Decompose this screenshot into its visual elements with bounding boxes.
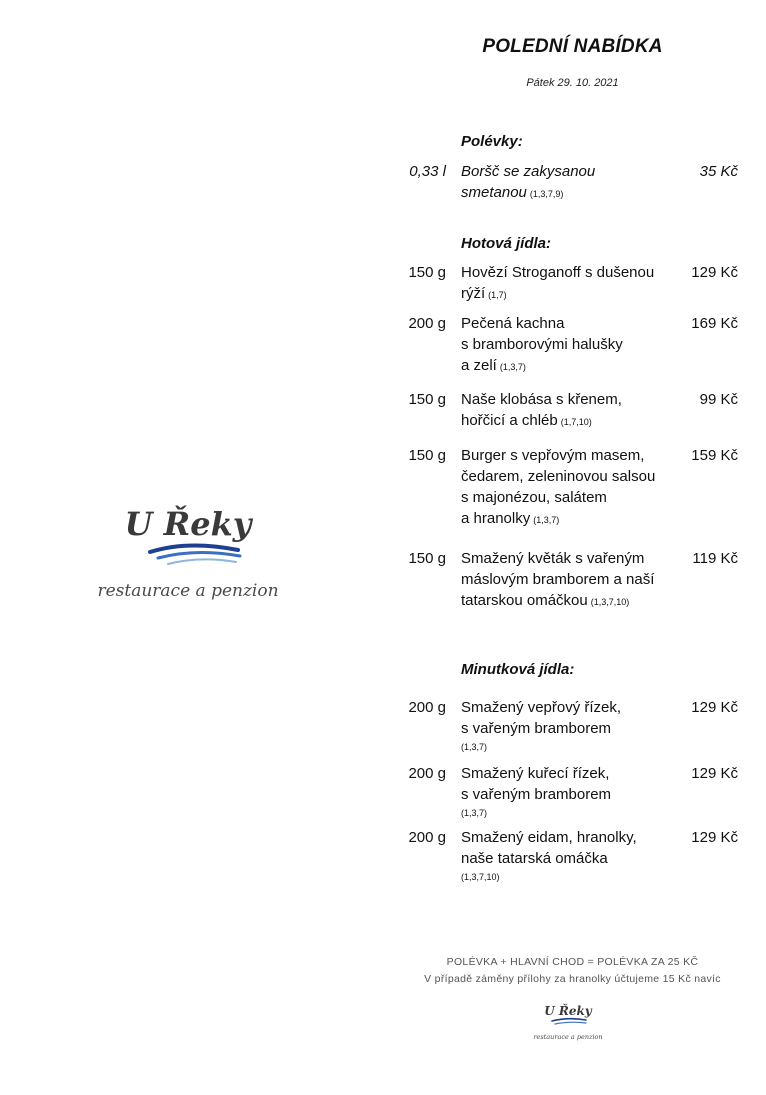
item-allergens: (1,3,7) [533,515,560,525]
item-price: 159 Kč [691,447,738,464]
item-quantity: 150 g [408,447,446,464]
item-quantity: 150 g [408,550,446,567]
logo-wave-3 [168,559,236,564]
item-price: 119 Kč [692,550,738,567]
item-quantity: 0,33 l [409,163,446,180]
item-quantity: 200 g [408,315,446,332]
item-price: 35 Kč [699,163,738,180]
footer-logo-graphic [528,1000,608,1045]
item-allergens: (1,3,7,10) [590,597,630,607]
item-name: Naše klobása s křenem, hořčicí a chléb (1,7,10) [461,391,622,429]
item-allergens: (1,3,7,10) [461,872,500,882]
item-price: 169 Kč [691,315,738,332]
item-name: Smažený kuřecí řízek, s vařeným bramborem (1,3,7) [461,763,686,821]
footer-logo-wave-1 [552,1019,586,1021]
page-title: POLEDNÍ NABÍDKA [482,36,663,57]
footer-logo-subtitle: restaurace a penzion [533,1033,603,1041]
item-quantity: 150 g [408,264,446,281]
section-heading-minute-meals: Minutková jídla: [461,661,575,678]
item-allergens: (1,3,7,9) [529,189,564,199]
footer-logo-wave-2 [555,1022,586,1024]
item-allergens: (1,3,7) [499,362,526,372]
item-name: Smažený květák s vařeným máslovým bramborem a naší tatarskou omáčkou (1,3,7,10) [461,550,655,609]
footer-combo-offer: POLÉVKA + HLAVNÍ CHOD = POLÉVKA ZA 25 KČ [446,956,699,968]
item-name: Smažený vepřový řízek, s vařeným bramborem (1,3,7) [461,697,686,755]
item-name: Hovězí Stroganoff s dušenou rýží (1,7) [461,264,655,302]
item-quantity: 200 g [408,765,446,782]
item-allergens: (1,3,7) [461,808,488,818]
item-quantity: 150 g [408,391,446,408]
footer-side-note: V případě záměny přílohy za hranolky účtujeme 15 Kč navíc [424,973,721,985]
item-price: 129 Kč [691,699,738,716]
menu-date: Pátek 29. 10. 2021 [526,77,619,89]
item-name: Boršč se zakysanou smetanou (1,3,7,9) [461,163,596,201]
item-quantity: 200 g [408,829,446,846]
item-allergens: (1,7,10) [560,417,592,427]
logo-subtitle: restaurace a penzion [97,581,279,601]
restaurant-logo [88,500,293,615]
item-name: Burger s vepřovým masem, čedarem, zeleninovou salsou s majonézou, salátem a hranolky (1,3,7) [461,447,656,527]
logo-wave-1 [150,545,238,552]
item-price: 99 Kč [699,391,738,408]
item-allergens: (1,3,7) [461,742,488,752]
footer-logo [528,1000,608,1045]
logo-graphic [88,500,293,615]
item-price: 129 Kč [691,765,738,782]
section-heading-ready-meals: Hotová jídla: [461,235,552,252]
item-name: Smažený eidam, hranolky, naše tatarská omáčka (1,3,7,10) [461,827,686,885]
item-allergens: (1,7) [488,290,507,300]
logo-wave-2 [158,552,240,558]
section-heading-soups: Polévky: [461,133,523,150]
item-name: Pečená kachna s bramborovými halušky a zelí (1,3,7) [461,315,623,374]
logo-name: U Řeky [124,505,252,543]
item-price: 129 Kč [691,829,738,846]
item-quantity: 200 g [408,699,446,716]
item-price: 129 Kč [691,264,738,281]
footer-logo-name: U Řeky [544,1004,592,1018]
